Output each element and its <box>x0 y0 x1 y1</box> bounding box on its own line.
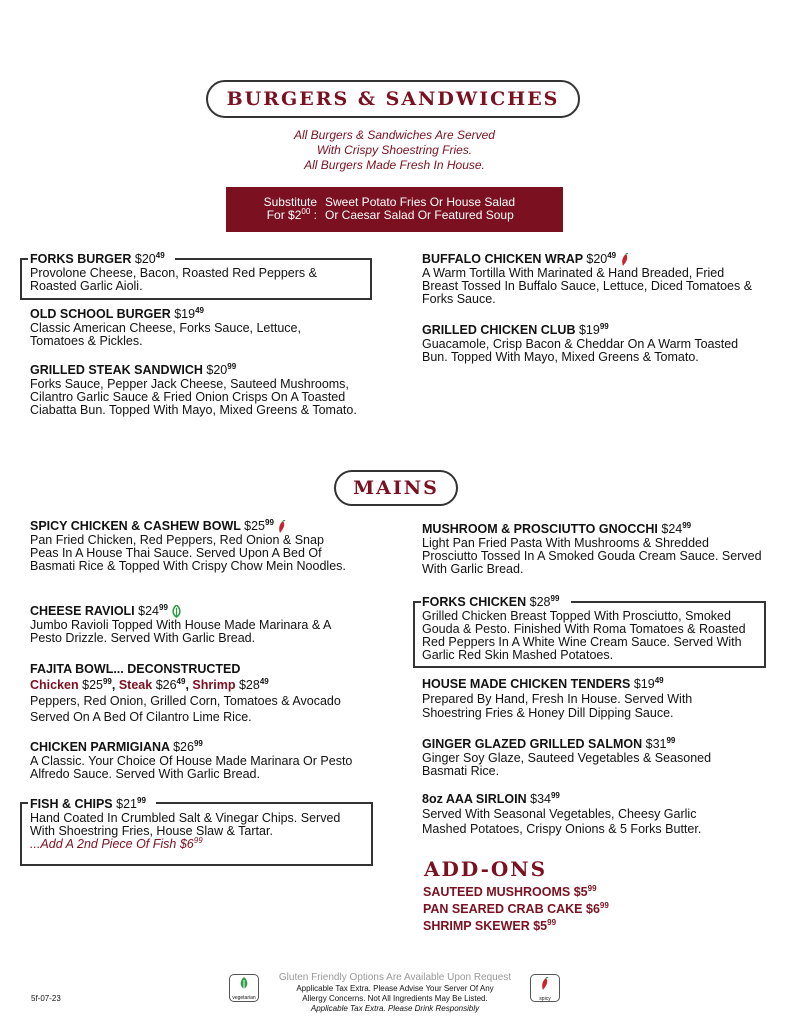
chili-pepper-icon <box>540 977 550 991</box>
menu-item-grilled-chicken-club: GRILLED CHICKEN CLUB $\$19^{99}$ Guacamole, Crisp Bacon & Cheddar On A Warm Toasted Bun. Topped With Mayo, Mixed Greens & Tomato. <box>422 321 739 364</box>
box-rule <box>20 258 28 260</box>
menu-item-forks-burger: FORKS BURGER $\$20^{49}$ Provolone Cheese, Bacon, Roasted Red Peppers & Roasted Garlic Aioli. <box>30 250 317 293</box>
addons-heading: ADD-ONS <box>424 857 548 881</box>
addon-item: SAUTEED MUSHROOMS $\$5^{99}$ <box>423 883 597 899</box>
tax-note: Applicable Tax Extra. Please Advise Your Server Of Any <box>296 984 494 993</box>
menu-item-cheese-ravioli: CHEESE RAVIOLI $\$24^{99}$ Jumbo Ravioli Topped With House Made Marinara & A Pesto Drizzle. Served With Garlic Bread. <box>30 602 331 645</box>
menu-item-buffalo-chicken-wrap: BUFFALO CHICKEN WRAP $\$20^{49}$ A Warm Tortilla With Marinated & Hand Breaded, Fried Breast Tossed In Buffalo Sauce, Lettuce, Diced Tomatoes & Forks Sauce. <box>422 250 753 306</box>
burgers-heading: BURGERS & SANDWICHES <box>206 80 580 118</box>
box-rule <box>20 802 28 804</box>
leaf-icon <box>171 605 182 618</box>
addon-item: PAN SEARED CRAB CAKE $\$6^{99}$ <box>423 900 609 916</box>
menu-item-aaa-sirloin: 8oz AAA SIRLOIN $\$34^{99}$ Served With Seasonal Vegetables, Cheesy Garlic Mashed Potatoes, Crispy Onions & 5 Forks Butter. <box>422 790 702 836</box>
menu-item-forks-chicken: FORKS CHICKEN $\$28^{99}$ Grilled Chicken Breast Topped With Prosciutto, Smoked Gouda & Pesto. Finished With Roma Tomatoes & Roasted Red Peppers In A White Wine Cream Sauce. Served With Garlic Red Skin Mashed Potatoes. <box>422 593 746 662</box>
box-rule <box>413 601 421 603</box>
menu-code: 5f-07-23 <box>31 994 61 1003</box>
menu-item-fish-and-chips: FISH & CHIPS $\$21^{99}$ Hand Coated In Crumbled Salt & Vinegar Chips. Served With Shoestring Fries, House Slaw & Tartar. ...Add A 2nd Piece Of Fish $\$6^{99}$ <box>30 795 341 851</box>
vegetarian-legend-badge: vegetarian <box>229 974 259 1002</box>
menu-item-spicy-chicken-cashew-bowl: SPICY CHICKEN & CASHEW BOWL $\$25^{99}$ Pan Fried Chicken, Red Peppers, Red Onion & Snap Peas In A House Thai Sauce. Served Upon A Bed Of Basmati Rice & Topped With Crispy Chow Mein Noodles. <box>30 517 346 573</box>
allergy-note: Allergy Concerns. Not All Ingredients May Be Listed. <box>302 994 488 1003</box>
mains-heading: MAINS <box>334 470 458 506</box>
menu-item-mushroom-prosciutto-gnocchi: MUSHROOM & PROSCIUTTO GNOCCHI $\$24^{99}$ Light Pan Fried Pasta With Mushrooms & Shredded Prosciutto Tossed In A Smoked Gouda Cream Sauce. Served With Garlic Bread. <box>422 520 762 576</box>
menu-item-grilled-steak-sandwich: GRILLED STEAK SANDWICH $\$20^{99}$ Forks Sauce, Pepper Jack Cheese, Sauteed Mushrooms, Cilantro Garlic Sauce & Fried Onion Crisps On A Toasted Ciabatta Bun. Topped With Mayo, Mixed Greens & Tomato. <box>30 361 357 417</box>
menu-item-old-school-burger: OLD SCHOOL BURGER $\$19^{49}$ Classic American Cheese, Forks Sauce, Lettuce, Tomatoes & Pickles. <box>30 305 301 348</box>
drink-note: Applicable Tax Extra. Please Drink Responsibly <box>310 1004 480 1013</box>
addon-item: SHRIMP SKEWER $\$5^{99}$ <box>423 917 557 933</box>
chili-pepper-icon <box>620 253 630 267</box>
substitute-box: Substitute For $\$2^{00}$ : Sweet Potato Fries Or House Salad Or Caesar Salad Or Featured Soup <box>226 187 563 232</box>
gluten-note: Gluten Friendly Options Are Available Upon Request <box>278 972 512 983</box>
addons-list <box>423 884 609 935</box>
menu-item-ginger-glazed-salmon: GINGER GLAZED GRILLED SALMON $\$31^{99}$ Ginger Soy Glaze, Sauteed Vegetables & Seasoned Basmati Rice. <box>422 735 712 778</box>
menu-item-chicken-parmigiana: CHICKEN PARMIGIANA $\$26^{99}$ A Classic. Your Choice Of House Made Marinara Or Pesto Alfredo Sauce. Served With Garlic Bread. <box>30 738 353 781</box>
chili-pepper-icon <box>277 520 287 534</box>
menu-item-fajita-bowl: FAJITA BOWL... DECONSTRUCTED Chicken $\$25^{99}$, Steak $\$26^{49}$, Shrimp $\$28^{49}$ Peppers, Red Onion, Grilled Corn, Tomatoes & Avocado Served On A Bed Of Cilantro Lime Rice. <box>30 662 341 724</box>
spicy-legend-badge: spicy <box>530 974 560 1002</box>
leaf-icon <box>238 977 250 990</box>
menu-item-chicken-tenders: HOUSE MADE CHICKEN TENDERS $\$19^{49}$ Prepared By Hand, Fresh In House. Served With Shoestring Fries & Honey Dill Dipping Sauce. <box>422 675 693 720</box>
